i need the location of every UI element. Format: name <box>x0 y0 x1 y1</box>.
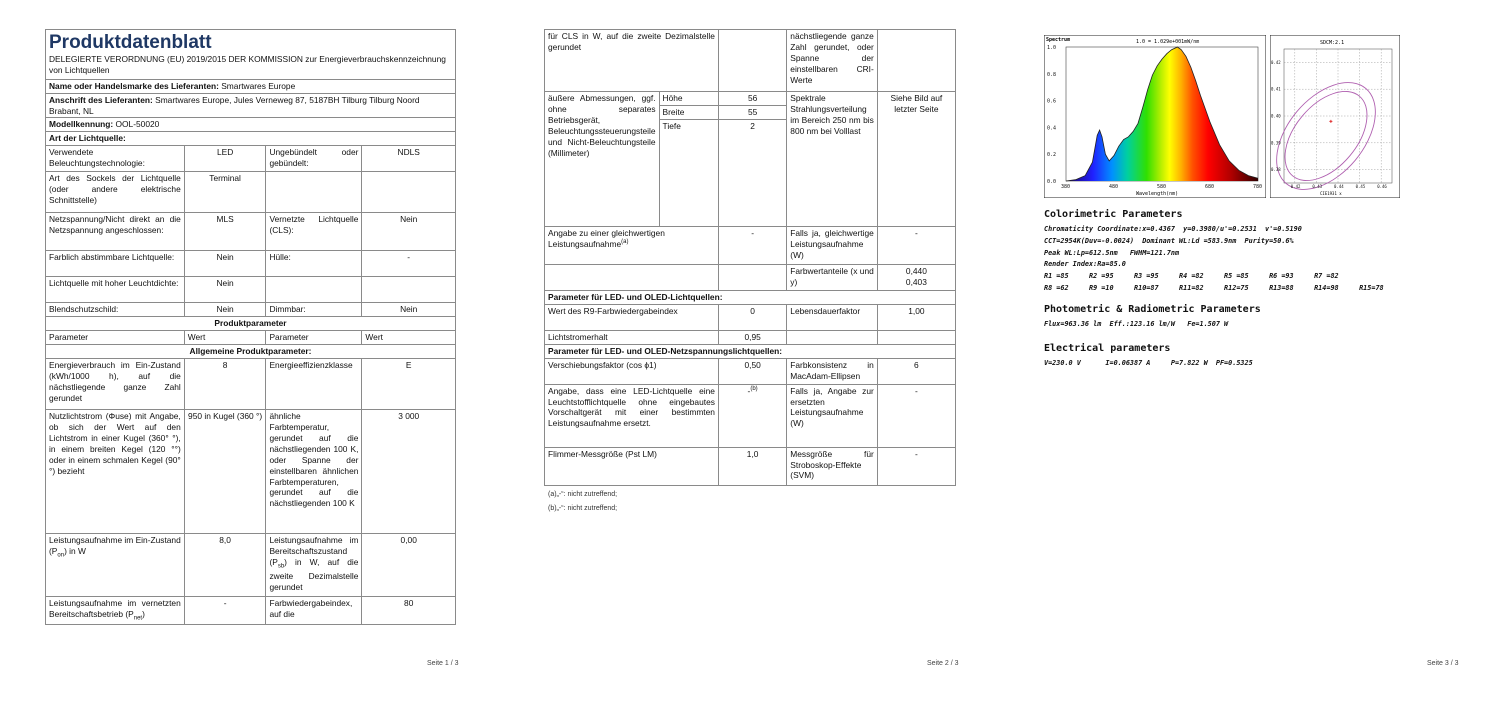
render-index-line: R1 =85 R2 =95 R3 =95 R4 =82 R5 =85 R6 =93 R7 =82 <box>1044 272 1339 280</box>
x-tick-label: 0.46 <box>1377 184 1387 189</box>
cell-label: Farbwiedergabeindex, auf die <box>266 596 362 624</box>
subscript: on <box>57 552 65 559</box>
cell-value <box>877 330 955 344</box>
page1-table <box>45 29 456 625</box>
cell-label: Verschiebungsfaktor (cos ϕ1) <box>545 358 719 384</box>
y-tick-label: 0.8 <box>1047 71 1057 78</box>
x-tick-label: 580 <box>1157 184 1167 190</box>
table-row <box>545 330 956 344</box>
mains-params-heading: Parameter für LED- und OLED-Netzspannungslichtquellen: <box>545 344 956 358</box>
cell-label: Lebensdauerfaktor <box>787 304 878 330</box>
x-tick-label: 380 <box>1061 184 1071 190</box>
page-number: Seite 2 / 3 <box>927 660 959 667</box>
cie-label: SDCM:2.1 <box>1320 40 1345 46</box>
cell-text: ) <box>142 608 145 619</box>
footnote-b: (b)„-“: nicht zutreffend; <box>548 505 618 512</box>
y-tick-label: 0.4 <box>1047 125 1057 132</box>
table-row <box>545 304 956 330</box>
cell-text: Leistungsaufnahme im vernetzten Bereitschaftsbetrieb (P <box>49 597 181 619</box>
cell-label <box>46 533 185 596</box>
colorimetric-line: CCT=2954K(Duv=-0.0024) Dominant WL:Ld =583.9nm Purity=50.6% <box>1044 237 1294 245</box>
cell-value: - <box>184 596 266 624</box>
spectral-value: Siehe Bild auf letzter Seite <box>877 92 955 227</box>
cell-label: Wert des R9-Farbwiedergabeindex <box>545 304 719 330</box>
cell-value: Nein <box>184 303 266 317</box>
cell-value: 0,50 <box>718 358 786 384</box>
y-tick-label: 0.38 <box>1271 167 1281 173</box>
model-id: OOL-50020 <box>115 119 160 130</box>
cell-label: Hülle: <box>266 251 362 277</box>
cell-label: Farblich abstimmbare Lichtquelle: <box>46 251 185 277</box>
cell-label <box>545 264 719 290</box>
cell-label: Energieverbrauch im Ein-Zustand (kWh/1000 h), auf die nächstliegende ganze Zahl gerundet <box>46 358 185 409</box>
spectrum-xlabel: Wavelength(nm) <box>1136 191 1179 197</box>
spectrum-scale-note: 1.0 = 1.029e+001mW/nm <box>1136 39 1200 45</box>
led-params-heading: Parameter für LED- und OLED-Lichtquellen: <box>545 290 956 304</box>
photometric-line: Flux=963.36 lm Eff.:123.16 lm/W Fe=1.507 W <box>1044 320 1229 328</box>
cell-value <box>362 277 456 303</box>
y-tick-label: 0.0 <box>1047 179 1057 185</box>
subscript: net <box>133 615 143 622</box>
dim-width-label: Breite <box>659 105 718 119</box>
page2-table <box>544 29 956 486</box>
cell-value: Nein <box>184 251 266 277</box>
light-type-heading: Art der Lichtquelle: <box>46 132 456 146</box>
cell-value <box>877 264 955 290</box>
cell-value: MLS <box>184 213 266 251</box>
cell-value <box>362 172 456 213</box>
page-title: Produktdatenblatt <box>49 32 212 53</box>
cell-label: Messgröße für Stroboskop-Effekte (SVM) <box>787 447 878 485</box>
cell-label: Farbkonsistenz in MacAdam-Ellipsen <box>787 358 878 384</box>
cell-label: Vernetzte Lichtquelle (CLS): <box>266 213 362 251</box>
cell-text: - <box>747 385 751 396</box>
cell-value: Terminal <box>184 172 266 213</box>
cell-value: Nein <box>184 277 266 303</box>
footnote-a: (a)„-“: nicht zutreffend; <box>548 491 618 498</box>
x-tick-label: 780 <box>1253 184 1263 190</box>
cell-value <box>718 30 786 92</box>
colorimetric-heading: Colorimetric Parameters <box>1044 209 1183 220</box>
cell-value: E <box>362 358 456 409</box>
cell-label: Dimmbar: <box>266 303 362 317</box>
cell-value: - <box>362 251 456 277</box>
cell-label: Falls ja, Angabe zur ersetzten Leistungsaufnahme (W) <box>787 384 878 447</box>
cell-label: Ungebündelt oder gebündelt: <box>266 146 362 172</box>
column-header: Parameter <box>46 331 185 345</box>
y-tick-label: 0.41 <box>1271 86 1281 92</box>
dimensions-label: äußere Abmessungen, ggf. ohne separates Betriebsgerät, Beleuchtungssteuerungsteile und Nicht-Beleuchtungsteile (Millimeter) <box>545 92 660 227</box>
cell-value: 950 in Kugel (360 °) <box>184 409 266 533</box>
table-row <box>545 92 956 106</box>
colorimetric-line: Chromaticity Coordinate:x=0.4367 y=0.3980/u'=0.2531 v'=0.5190 <box>1044 225 1302 233</box>
cell-label <box>787 330 878 344</box>
y-tick-label: 0.42 <box>1271 59 1281 65</box>
spectral-label: Spektrale Strahlungsverteilung im Bereich 250 nm bis 800 nm bei Volllast <box>787 92 878 227</box>
cie-xlabel: CIE1931 x <box>1320 191 1342 196</box>
table-row <box>545 384 956 447</box>
supplier-name-label: Name oder Handelsmarke des Lieferanten: <box>49 80 219 91</box>
regulation-text: DELEGIERTE VERORDNUNG (EU) 2019/2015 DER KOMMISSION zur Energieverbrauchskennzeichnung von Lichtquellen <box>49 53 446 75</box>
spectrum-label: Spectrum <box>1046 37 1071 43</box>
cell-text: ) in W, auf die zweite Dezimalstelle gerundet <box>269 556 359 593</box>
cell-label: nächstliegende ganze Zahl gerundet, oder Spanne der einstellbaren CRI-Werte <box>787 30 878 92</box>
cell-value: Nein <box>362 213 456 251</box>
dim-depth-value: 2 <box>718 119 786 226</box>
cie-frame <box>1270 35 1400 198</box>
subscript: sb <box>277 563 285 570</box>
cell-value: 3 000 <box>362 409 456 533</box>
chroma-y: 0,403 <box>905 276 927 287</box>
cell-value: Nein <box>362 303 456 317</box>
cie-chart <box>1270 35 1400 198</box>
y-tick-label: 0.6 <box>1047 98 1057 105</box>
cell-label <box>46 596 185 624</box>
dim-height-value: 56 <box>718 92 786 106</box>
cell-text: Leistungsaufnahme im Bereitschaftszustand (P <box>269 534 359 567</box>
cell-value <box>718 384 786 447</box>
model-label: Modellkennung: <box>49 119 114 130</box>
cell-label: Angabe, dass eine LED-Lichtquelle eine Leuchtstofflichtquelle ohne eingebautes Vorschaltgerät mit einer bestimmten Leistungsaufnahme ersetzt. <box>545 384 719 447</box>
dim-depth-label: Tiefe <box>659 119 718 226</box>
column-header: Parameter <box>266 331 362 345</box>
cell-value: 8 <box>184 358 266 409</box>
cell-label: Falls ja, gleichwertige Leistungsaufnahme (W) <box>787 226 878 264</box>
cell-value: 1,00 <box>877 304 955 330</box>
cell-text: Leistungsaufnahme im Ein-Zustand (P <box>49 534 181 556</box>
render-index-line: R8 =62 R9 =10 R10=87 R11=82 R12=75 R13=88 R14=98 R15=78 <box>1044 284 1384 292</box>
x-tick-label: 0.44 <box>1334 184 1344 189</box>
product-params-heading: Produktparameter <box>46 317 456 331</box>
colorimetric-line: Peak WL:Lp=612.5nm FWHM=121.7nm <box>1044 249 1180 257</box>
cell-label <box>266 277 362 303</box>
colorimetric-line: Render Index:Ra=85.0 <box>1044 260 1126 268</box>
dim-width-value: 55 <box>718 105 786 119</box>
table-row <box>545 30 956 92</box>
cell-value: 6 <box>877 358 955 384</box>
supplier-name: Smartwares Europe <box>221 80 296 91</box>
y-tick-label: 0.40 <box>1271 113 1281 119</box>
table-row <box>46 277 456 303</box>
y-tick-label: 0.2 <box>1047 152 1057 159</box>
cell-label <box>545 226 719 264</box>
dim-height-label: Höhe <box>659 92 718 106</box>
y-tick-label: 0.39 <box>1271 140 1281 146</box>
x-tick-label: 0.42 <box>1290 184 1301 189</box>
cell-label: Nutzlichtstrom (Φuse) mit Angabe, ob sich der Wert auf den Lichtstrom in einer Kugel (360° °), in einem breiten Kegel (120 °°) oder in einem schmalen Kegel (90° °) bezieht <box>46 409 185 533</box>
x-tick-label: 480 <box>1109 184 1119 190</box>
cell-label: Lichtstromerhalt <box>545 330 719 344</box>
x-tick-label: 0.43 <box>1312 184 1323 189</box>
electrical-line: V=230.0 V I=0.06387 A P=7.822 W PF=0.5325 <box>1044 359 1253 367</box>
x-tick-label: 680 <box>1205 184 1215 190</box>
general-params-heading: Allgemeine Produktparameter: <box>46 345 456 359</box>
cell-text: Angabe zu einer gleichwertigen Leistungsaufnahme <box>548 227 665 249</box>
cell-value <box>718 264 786 290</box>
table-header-row <box>46 331 456 345</box>
table-row <box>545 264 956 290</box>
cell-label <box>266 172 362 213</box>
x-tick-label: 0.45 <box>1355 184 1366 189</box>
cell-value: 0 <box>718 304 786 330</box>
table-row <box>545 358 956 384</box>
cell-value: NDLS <box>362 146 456 172</box>
page-number: Seite 3 / 3 <box>1427 660 1459 667</box>
cell-text: ) in W <box>64 545 86 556</box>
footnote-ref: (b) <box>750 385 758 392</box>
table-row <box>545 226 956 264</box>
page-number: Seite 1 / 3 <box>427 660 459 667</box>
cell-label: Netzspannung/Nicht direkt an die Netzspannung angeschlossen: <box>46 213 185 251</box>
cell-value: - <box>718 226 786 264</box>
cell-label <box>266 533 362 596</box>
cell-label: ähnliche Farbtemperatur, gerundet auf die nächstliegenden 100 K, oder Spanne der einstellbaren ähnlichen Farbtemperaturen, gerundet auf die nächstliegenden 100 K <box>266 409 362 533</box>
table-row <box>545 447 956 485</box>
table-row <box>46 358 456 409</box>
table-row <box>46 596 456 624</box>
cell-value: - <box>877 226 955 264</box>
cell-label: Lichtquelle mit hoher Leuchtdichte: <box>46 277 185 303</box>
cell-value: 0,95 <box>718 330 786 344</box>
cell-label: Art des Sockels der Lichtquelle (oder andere elektrische Schnittstelle) <box>46 172 185 213</box>
cell-label: Verwendete Beleuchtungstechnologie: <box>46 146 185 172</box>
electrical-heading: Electrical parameters <box>1044 343 1171 354</box>
table-row <box>46 251 456 277</box>
cell-value: 1,0 <box>718 447 786 485</box>
y-tick-label: 1.0 <box>1047 45 1057 51</box>
table-row <box>46 409 456 533</box>
cell-label: für CLS in W, auf die zweite Dezimalstelle gerundet <box>545 30 719 92</box>
table-row <box>46 213 456 251</box>
cell-value: - <box>877 447 955 485</box>
cell-label: Energieeffizienzklasse <box>266 358 362 409</box>
cell-value: 0,00 <box>362 533 456 596</box>
cell-value: 80 <box>362 596 456 624</box>
spectrum-chart <box>1044 35 1266 198</box>
cell-value: - <box>877 384 955 447</box>
cell-label: Farbwertanteile (x und y) <box>787 264 878 290</box>
cell-value <box>877 30 955 92</box>
cell-label: Flimmer-Messgröße (Pst LM) <box>545 447 719 485</box>
table-row <box>46 172 456 213</box>
table-row <box>46 533 456 596</box>
cell-label: Blendschutzschild: <box>46 303 185 317</box>
table-row <box>46 146 456 172</box>
cell-value: 8,0 <box>184 533 266 596</box>
supplier-address: Smartwares Europe, Jules Verneweg 87, 5187BH Tilburg Tilburg Noord Brabant, NL <box>49 94 420 116</box>
table-row <box>46 303 456 317</box>
footnote-ref: (a) <box>621 238 629 245</box>
column-header: Wert <box>184 331 266 345</box>
column-header: Wert <box>362 331 456 345</box>
chroma-x: 0,440 <box>905 265 927 276</box>
photometric-heading: Photometric & Radiometric Parameters <box>1044 304 1261 315</box>
address-label: Anschrift des Lieferanten: <box>49 94 153 105</box>
cell-value: LED <box>184 146 266 172</box>
